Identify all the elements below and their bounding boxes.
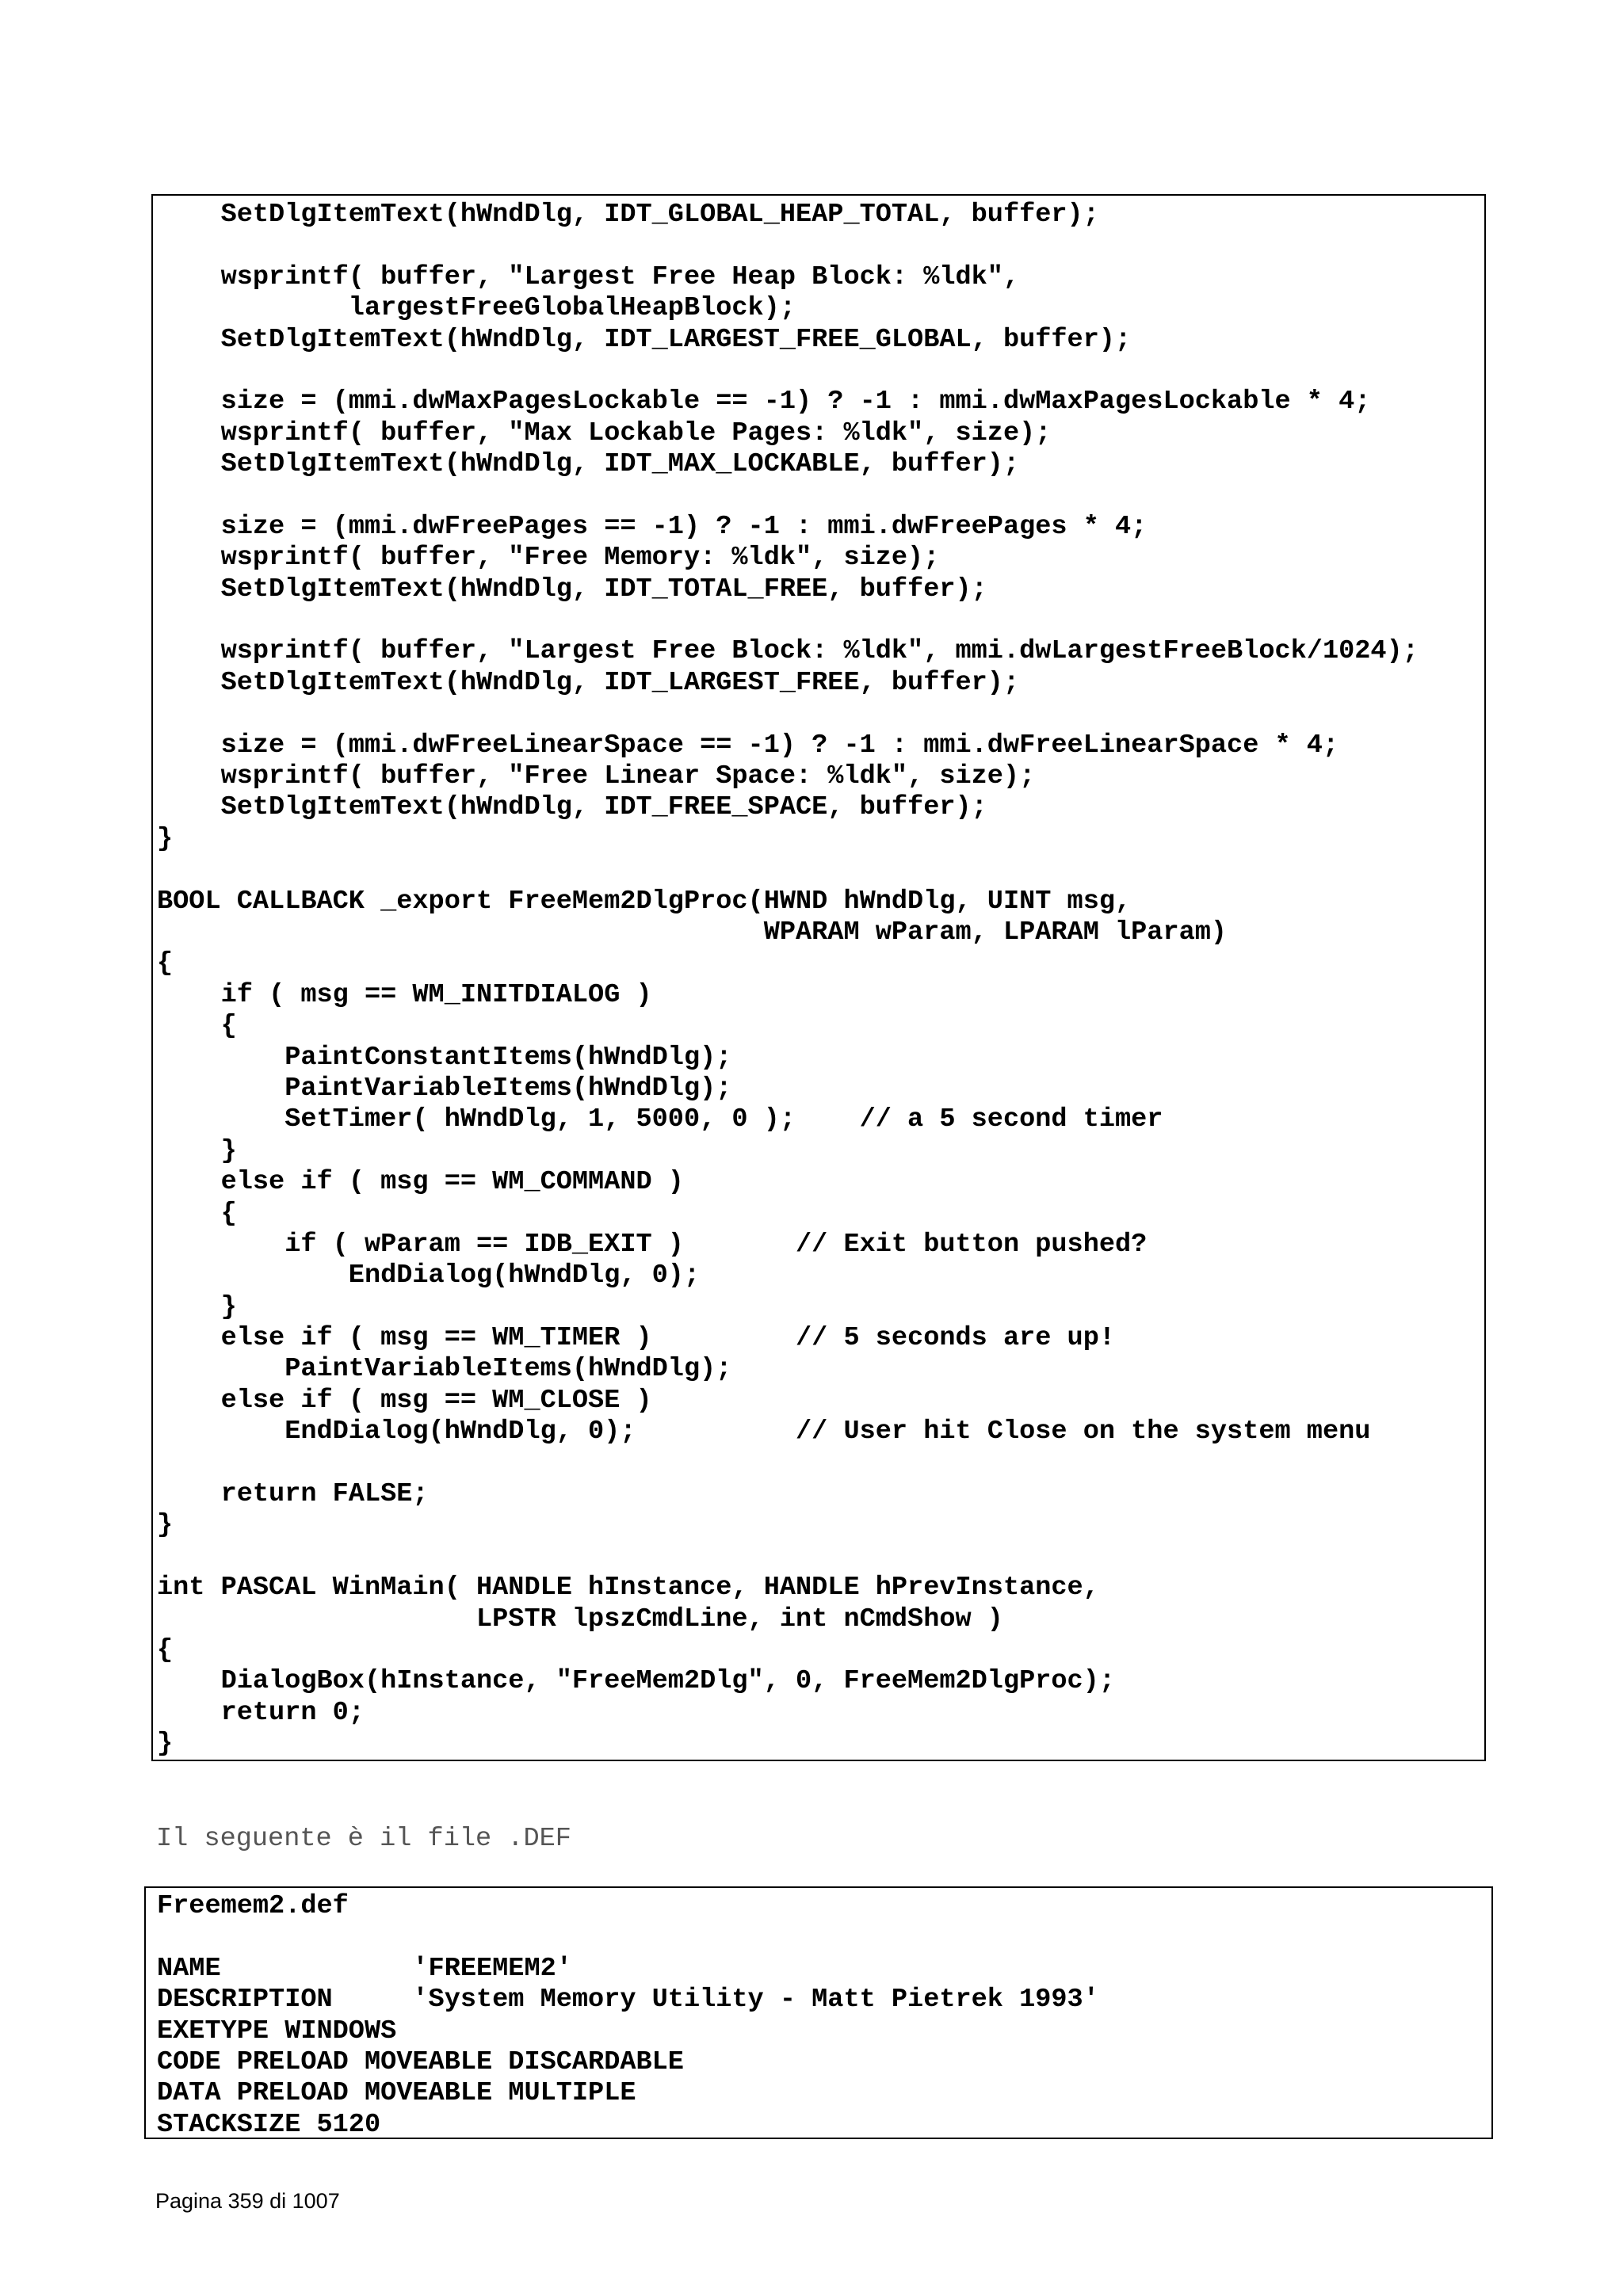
code-line xyxy=(157,231,1419,261)
code-line: LPSTR lpszCmdLine, int nCmdShow ) xyxy=(157,1604,1003,1634)
code-line: SetDlgItemText(hWndDlg, IDT_LARGEST_FREE, buffer); xyxy=(157,667,1020,698)
code-line: else if ( msg == WM_CLOSE ) xyxy=(157,1385,652,1416)
code-line xyxy=(157,1448,1419,1479)
caption-text: Il seguente è il file .DEF xyxy=(156,1824,571,1854)
code-listing-box xyxy=(151,194,1486,1761)
code-line: wsprintf( buffer, "Largest Free Block: %ldk", mmi.dwLargestFreeBlock/1024); xyxy=(157,636,1419,667)
code-line xyxy=(157,356,1419,387)
code-line: DATA PRELOAD MOVEABLE MULTIPLE xyxy=(157,2078,636,2109)
code-line xyxy=(157,605,1419,636)
code-line: NAME 'FREEMEM2' xyxy=(157,1953,572,1984)
code-line: PaintVariableItems(hWndDlg); xyxy=(157,1073,732,1104)
code-line: SetDlgItemText(hWndDlg, IDT_MAX_LOCKABLE, buffer); xyxy=(157,449,1020,480)
code-line: } xyxy=(157,1291,237,1322)
code-line xyxy=(157,699,1419,730)
code-line xyxy=(157,1922,1099,1953)
code-line: DESCRIPTION 'System Memory Utility - Matt Pietrek 1993' xyxy=(157,1985,1099,2016)
code-line: if ( msg == WM_INITDIALOG ) xyxy=(157,979,652,1010)
code-line: } xyxy=(157,823,174,854)
code-line xyxy=(157,1542,1419,1573)
code-line: SetDlgItemText(hWndDlg, IDT_TOTAL_FREE, buffer); xyxy=(157,574,987,605)
code-line: SetDlgItemText(hWndDlg, IDT_FREE_SPACE, buffer); xyxy=(157,792,987,823)
code-line: { xyxy=(157,1198,237,1229)
code-line: { xyxy=(157,948,174,979)
code-line: wsprintf( buffer, "Largest Free Heap Block: %ldk", xyxy=(157,261,1020,292)
code-line: SetTimer( hWndDlg, 1, 5000, 0 ); // a 5 second timer xyxy=(157,1104,1163,1135)
code-line: if ( wParam == IDB_EXIT ) // Exit button pushed? xyxy=(157,1229,1148,1260)
code-line: Freemem2.def xyxy=(157,1891,349,1921)
code-line: wsprintf( buffer, "Free Memory: %ldk", size); xyxy=(157,543,940,574)
code-line: CODE PRELOAD MOVEABLE DISCARDABLE xyxy=(157,2046,684,2077)
code-line: } xyxy=(157,1729,174,1760)
code-line: size = (mmi.dwFreePages == -1) ? -1 : mmi.dwFreePages * 4; xyxy=(157,511,1148,542)
code-listing xyxy=(157,200,1419,1760)
code-line: } xyxy=(157,1510,174,1541)
code-line: return 0; xyxy=(157,1697,365,1728)
page-footer: Pagina 359 di 1007 xyxy=(155,2189,340,2213)
code-line: WPARAM wParam, LPARAM lParam) xyxy=(157,917,1228,948)
code-line: DialogBox(hInstance, "FreeMem2Dlg", 0, FreeMem2DlgProc); xyxy=(157,1666,1116,1697)
code-line: { xyxy=(157,1011,237,1042)
code-line: } xyxy=(157,1135,237,1166)
code-line: EXETYPE WINDOWS xyxy=(157,2016,397,2046)
code-line: SetDlgItemText(hWndDlg, IDT_GLOBAL_HEAP_TOTAL, buffer); xyxy=(157,200,1099,230)
code-line: else if ( msg == WM_COMMAND ) xyxy=(157,1167,684,1198)
code-line: { xyxy=(157,1634,174,1665)
code-line: PaintConstantItems(hWndDlg); xyxy=(157,1042,732,1073)
code-line: BOOL CALLBACK _export FreeMem2DlgProc(HWND hWndDlg, UINT msg, xyxy=(157,886,1132,917)
def-file-listing xyxy=(157,1891,1099,2141)
code-line: EndDialog(hWndDlg, 0); xyxy=(157,1261,701,1291)
code-line: return FALSE; xyxy=(157,1479,429,1510)
code-line: SetDlgItemText(hWndDlg, IDT_LARGEST_FREE_GLOBAL, buffer); xyxy=(157,324,1132,355)
code-line: PaintVariableItems(hWndDlg); xyxy=(157,1354,732,1385)
code-line: size = (mmi.dwMaxPagesLockable == -1) ? -1 : mmi.dwMaxPagesLockable * 4; xyxy=(157,387,1371,418)
code-line: largestFreeGlobalHeapBlock); xyxy=(157,293,796,324)
code-line: wsprintf( buffer, "Free Linear Space: %ldk", size); xyxy=(157,761,1036,792)
code-line: else if ( msg == WM_TIMER ) // 5 seconds are up! xyxy=(157,1323,1116,1354)
code-line: wsprintf( buffer, "Max Lockable Pages: %ldk", size); xyxy=(157,418,1052,448)
code-line: int PASCAL WinMain( HANDLE hInstance, HANDLE hPrevInstance, xyxy=(157,1573,1099,1604)
code-line: EndDialog(hWndDlg, 0); // User hit Close on the system menu xyxy=(157,1417,1371,1447)
def-file-box xyxy=(144,1886,1493,2139)
code-line: size = (mmi.dwFreeLinearSpace == -1) ? -1 : mmi.dwFreeLinearSpace * 4; xyxy=(157,730,1339,761)
code-line xyxy=(157,855,1419,886)
code-line: STACKSIZE 5120 xyxy=(157,2109,381,2140)
code-line xyxy=(157,481,1419,512)
